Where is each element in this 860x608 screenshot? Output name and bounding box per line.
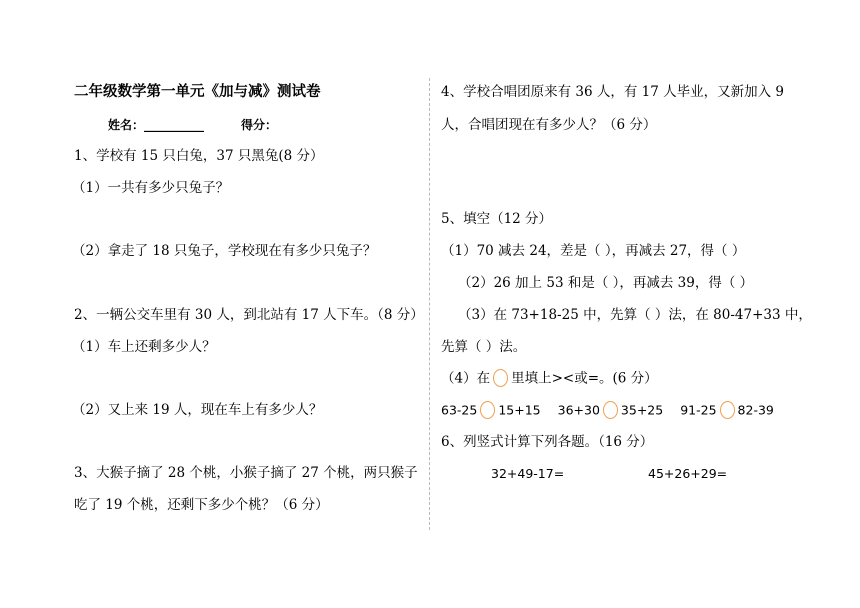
q5-sub4-before: （4）在 — [441, 370, 491, 387]
compare-2-left: 36+30 — [557, 402, 600, 418]
score-label: 得分： — [241, 118, 278, 132]
q4-line1: 4、学校合唱团原来有 36 人，有 17 人毕业，又新加入 9 — [441, 84, 784, 100]
compare-3-circle-icon[interactable] — [720, 401, 735, 419]
column-divider — [429, 78, 430, 530]
name-field-label: 姓名：__________ — [108, 118, 205, 132]
compare-1-right: 15+15 — [498, 402, 541, 418]
q2-sub1: （1）车上还剩多少人？ — [72, 339, 216, 355]
q6-expr-1: 32+49-17= — [491, 466, 565, 481]
q6-expr-2: 45+26+29= — [648, 466, 728, 481]
q1-sub2: （2）拿走了 18 只兔子，学校现在有多少只兔子？ — [72, 243, 377, 259]
compare-2-right: 35+25 — [620, 402, 664, 418]
q5-stem: 5、填空（12 分） — [441, 211, 553, 227]
q5-sub4 — [441, 370, 658, 388]
q5-sub3-line1: （3）在 73+18-25 中，先算（ ）法，在 80-47+33 中， — [458, 307, 812, 323]
q4-line2: 人，合唱团现在有多少人？（6 分） — [441, 117, 657, 133]
compare-1-left: 63-25 — [441, 402, 478, 418]
q3-line1: 3、大猴子摘了 28 个桃，小猴子摘了 27 个桃，两只猴子 — [74, 465, 418, 481]
compare-2-circle-icon[interactable] — [603, 401, 618, 419]
page-title: 二年级数学第一单元《加与减》测试卷 — [74, 84, 321, 100]
compare-3-left: 91-25 — [680, 402, 717, 418]
q5-sub3-line2: 先算（ ）法。 — [441, 339, 527, 355]
q1-stem: 1、学校有 15 只白兔，37 只黑兔(8 分） — [74, 148, 324, 164]
q5-sub2: （2）26 加上 53 和是（ ），再减去 39，得（ ） — [458, 275, 754, 291]
compare-1-circle-icon[interactable] — [480, 401, 495, 419]
q1-sub1: （1）一共有多少只兔子？ — [72, 180, 230, 196]
q5-sub1: （1）70 减去 24，差是（ ），再减去 27，得（ ） — [441, 243, 746, 259]
blank-circle-icon — [493, 369, 508, 387]
q5-sub4-after: 里填上><或=。(6 分） — [511, 370, 658, 387]
q3-line2: 吃了 19 个桃，还剩下多少个桃？（6 分） — [74, 497, 329, 513]
q2-sub2: （2）又上来 19 人，现在车上有多少人？ — [72, 402, 323, 418]
compare-3-right: 82-39 — [737, 402, 774, 418]
compare-row — [441, 402, 774, 420]
q2-stem: 2、一辆公交车里有 30 人，到北站有 17 人下车。（8 分） — [74, 307, 424, 323]
q6-stem: 6、列竖式计算下列各题。（16 分） — [441, 434, 654, 450]
